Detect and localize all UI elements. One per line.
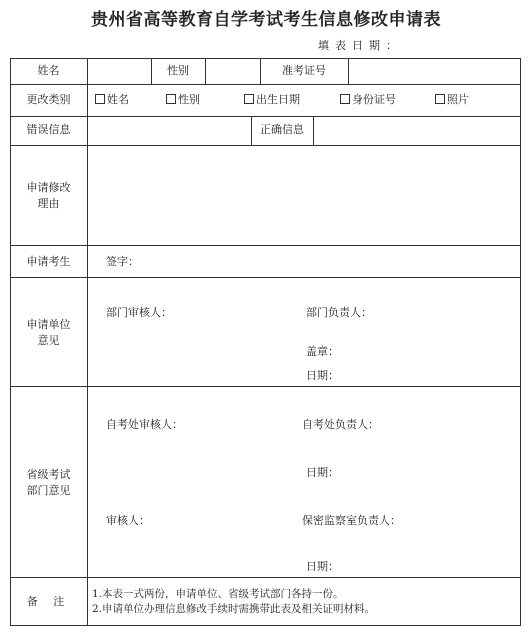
- remarks-label: 备 注: [26, 595, 71, 608]
- reason-label-line1: 申请修改: [26, 181, 71, 194]
- correct-info-label: 正确信息: [260, 123, 304, 136]
- option-label: 出生日期: [256, 93, 300, 106]
- change-type-label: 更改类别: [26, 93, 71, 106]
- secrecy-head-label: 保密监察室负责人：: [302, 514, 401, 527]
- applicant-signature-label: 签字：: [106, 255, 139, 268]
- provincial-opinion-label-line1: 省级考试: [26, 468, 71, 481]
- form-title: 贵州省高等教育自学考试考生信息修改申请表: [91, 10, 441, 30]
- option-birthdate-checkbox[interactable]: [244, 93, 300, 107]
- correct-info-field[interactable]: [314, 117, 520, 144]
- checkbox-box[interactable]: [95, 94, 105, 104]
- option-label: 身份证号: [352, 93, 396, 106]
- provincial-date1-label: 日期：: [306, 466, 339, 479]
- unit-date-label: 日期：: [306, 369, 339, 382]
- option-label: 性别: [178, 93, 200, 106]
- provincial-opinion-label: [10, 467, 87, 499]
- unit-opinion-label-line2: 意见: [37, 334, 60, 347]
- exam-id-label: 准考证号: [282, 64, 326, 77]
- option-photo-checkbox[interactable]: [435, 93, 469, 107]
- gender-value-field[interactable]: [206, 59, 259, 83]
- reason-field[interactable]: [88, 146, 520, 244]
- reason-label: [10, 180, 87, 212]
- unit-opinion-label-line1: 申请单位: [26, 318, 71, 331]
- name-label: 姓名: [37, 64, 60, 77]
- option-name-checkbox[interactable]: [95, 93, 129, 107]
- unit-opinion-label: [10, 317, 87, 349]
- checkbox-box[interactable]: [166, 94, 176, 104]
- reviewer-label: 审核人：: [106, 514, 150, 527]
- fill-date-label: 填表日期：: [318, 39, 403, 52]
- zk-head-label: 自考处负责人：: [302, 418, 379, 431]
- option-gender-checkbox[interactable]: [166, 93, 200, 107]
- checkbox-box[interactable]: [244, 94, 254, 104]
- gender-label: 性别: [167, 64, 189, 77]
- remark-note-1: 1.本表一式两份，申请单位、省级考试部门各持一份。: [92, 588, 344, 600]
- option-label: 照片: [447, 93, 469, 106]
- wrong-info-label: 错误信息: [26, 123, 71, 136]
- provincial-date2-label: 日期：: [306, 560, 339, 573]
- dept-reviewer-label: 部门审核人：: [106, 306, 172, 319]
- reason-label-line2: 理由: [37, 197, 60, 210]
- option-id-number-checkbox[interactable]: [340, 93, 396, 107]
- wrong-info-field[interactable]: [88, 117, 250, 144]
- provincial-opinion-label-line2: 部门意见: [26, 484, 71, 497]
- seal-label: 盖章：: [306, 345, 339, 358]
- zk-reviewer-label: 自考处审核人：: [106, 418, 183, 431]
- checkbox-box[interactable]: [435, 94, 445, 104]
- dept-head-label: 部门负责人：: [306, 306, 372, 319]
- name-value-field[interactable]: [88, 59, 150, 83]
- exam-id-value-field[interactable]: [349, 59, 520, 83]
- applicant-label: 申请考生: [26, 255, 71, 268]
- option-label: 姓名: [107, 93, 129, 106]
- checkbox-box[interactable]: [340, 94, 350, 104]
- remark-note-2: 2.申请单位办理信息修改手续时需携带此表及相关证明材料。: [92, 603, 376, 615]
